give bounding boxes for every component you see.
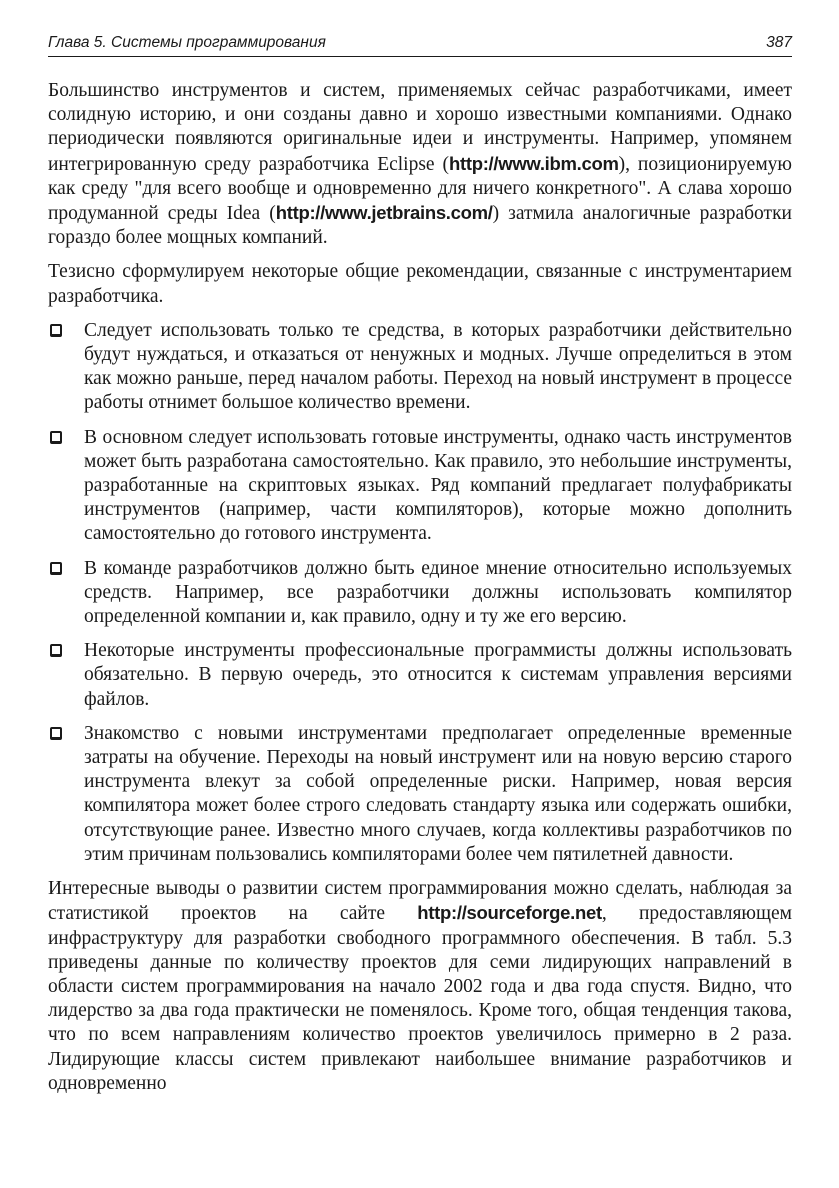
paragraph-intro xyxy=(48,79,792,250)
checkbox-bullet-icon xyxy=(50,644,62,657)
checkbox-bullet-icon xyxy=(50,431,62,444)
paragraph-statistics xyxy=(48,877,792,1096)
paragraph-recommendations: Тезисно сформулируем некоторые общие рекомендации, связанные с инструментарием разработчика. xyxy=(48,261,792,307)
running-header xyxy=(48,34,792,57)
link-ibm: http://www.ibm.com xyxy=(448,152,619,174)
page-number: 387 xyxy=(766,34,792,51)
list-item xyxy=(48,722,792,867)
recommendation-list xyxy=(48,319,792,867)
checkbox-bullet-icon xyxy=(50,562,62,575)
paragraph-text: ), позиционируемую как среду "для всего вообще и одновременно для ничего конкретного". А слава хорошо продуманной среды Idea ( xyxy=(48,153,792,225)
list-item-text: Знакомство с новыми инструментами предполагает определенные временные затраты на обучение. Переходы на новый инструмент или на новую версию старого инструмента влекут за собой определенные риски. Например, новая версия компилятора может более строго следовать стандарту языка или содержать ошибки, отсутствующие ранее. Известно много случаев, когда коллективы разработчиков по этим причинам пользовались компиляторами более чем пятилетней давности. xyxy=(84,722,792,865)
list-item xyxy=(48,557,792,630)
list-item xyxy=(48,426,792,547)
link-jetbrains: http://www.jetbrains.com/ xyxy=(275,202,493,224)
list-item xyxy=(48,319,792,416)
list-item-text: В команде разработчиков должно быть единое мнение относительно используемых средств. Например, все разработчики должны использовать компилятор определенной компании и, как правило, одну и ту же его версию. xyxy=(84,557,792,628)
paragraph-text: ) затмила аналогичные разработки гораздо более мощных компаний. xyxy=(48,203,792,249)
checkbox-bullet-icon xyxy=(50,727,62,740)
list-item-text: В основном следует использовать готовые инструменты, однако часть инструментов может быть разработана самостоятельно. Как правило, это небольшие инструменты, разработанные на скриптовых языках. Ряд компаний предлагает полуфабрикаты инструментов (например, части компиляторов), которые можно дополнить самостоятельно до готового инструмента. xyxy=(84,426,792,545)
list-item-text: Следует использовать только те средства, в которых разработчики действительно будут нуждаться, и отказаться от ненужных и модных. Лучше определиться в этом как можно раньше, перед началом работы. Переход на новый инструмент в процессе работы отнимет большое количество времени. xyxy=(84,319,792,414)
chapter-title: Глава 5. Системы программирования xyxy=(48,34,326,51)
list-item-text: Некоторые инструменты профессиональные программисты должны использовать обязательно. В первую очередь, это относится к системам управления версиями файлов. xyxy=(84,640,792,710)
list-item xyxy=(48,639,792,712)
paragraph-text: , предоставляющем инфраструктуру для разработки свободного программного обеспечения. В табл. 5.3 приведены данные по количеству проектов для семи лидирующих направлений в области систем программирования на начало 2002 года и два года спустя. Видно, что лидерство за два года практически не поменялось. Кроме того, общая тенденция такова, что по всем направлениям количество проектов увеличилось примерно в 2 раза. Лидирующие классы систем привлекают наибольшее внимание разработчиков и одновременно xyxy=(48,903,792,1094)
link-sourceforge: http://sourceforge.net xyxy=(417,902,602,924)
body-text xyxy=(48,79,792,1096)
book-page xyxy=(48,34,792,1106)
checkbox-bullet-icon xyxy=(50,324,62,337)
paragraph-text: Интересные выводы о развитии систем программирования можно сделать, наблюдая за статистикой проектов на сайте xyxy=(48,878,792,925)
paragraph-text: Большинство инструментов и систем, применяемых сейчас разработчиками, имеет солидную историю, и они созданы давно и хорошо известными компаниями. Однако периодически появляются оригинальные идеи и инструменты. Например, упомянем интегрированную среду разработчика Eclipse ( xyxy=(48,80,792,175)
